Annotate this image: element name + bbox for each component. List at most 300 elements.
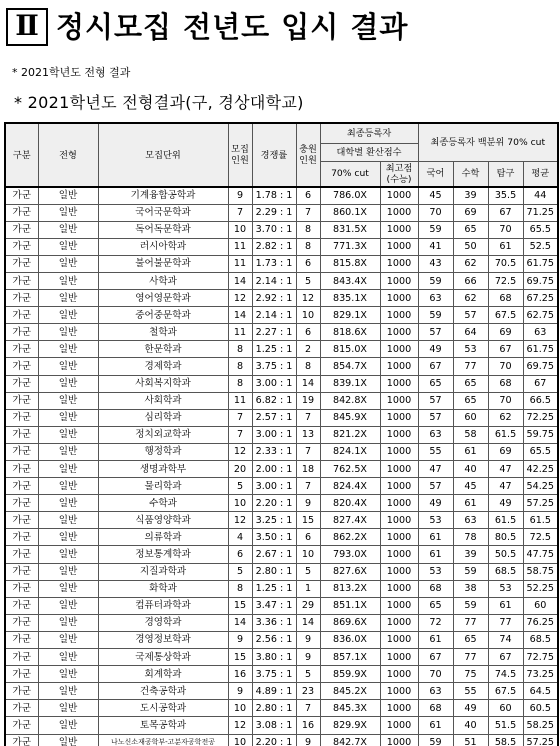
header-average: 평균 <box>523 161 558 187</box>
cell-extra: 8 <box>296 238 320 255</box>
cell-group: 가군 <box>5 324 38 341</box>
cell-track: 일반 <box>38 597 98 614</box>
cell-inquiry: 50.5 <box>488 546 523 563</box>
cell-math: 77 <box>453 358 488 375</box>
cell-average: 72.5 <box>523 529 558 546</box>
cell-extra: 9 <box>296 631 320 648</box>
cell-quota: 10 <box>228 495 252 512</box>
cell-group: 가군 <box>5 307 38 324</box>
cell-quota: 5 <box>228 478 252 495</box>
cell-math: 59 <box>453 597 488 614</box>
table-row <box>5 204 558 221</box>
cell-average: 60 <box>523 597 558 614</box>
cell-unit: 행정학과 <box>98 443 228 460</box>
cell-quota: 20 <box>228 461 252 478</box>
cell-inquiry: 47 <box>488 461 523 478</box>
cell-unit: 사회학과 <box>98 392 228 409</box>
cell-korean: 70 <box>418 666 453 683</box>
cell-average: 76.25 <box>523 614 558 631</box>
cell-track: 일반 <box>38 255 98 272</box>
cell-korean: 61 <box>418 529 453 546</box>
cell-inquiry: 53 <box>488 580 523 597</box>
cell-quota: 15 <box>228 597 252 614</box>
header-cut70: 70% cut <box>320 161 380 187</box>
table-row <box>5 272 558 289</box>
cell-math: 59 <box>453 563 488 580</box>
table-row <box>5 307 558 324</box>
cell-ratio: 2.82 : 1 <box>252 238 296 255</box>
cell-korean: 59 <box>418 221 453 238</box>
cell-cut70: 839.1X <box>320 375 380 392</box>
cell-group: 가군 <box>5 290 38 307</box>
header-track: 전형 <box>38 123 98 187</box>
cell-average: 72.25 <box>523 409 558 426</box>
cell-korean: 49 <box>418 341 453 358</box>
cell-average: 44 <box>523 187 558 204</box>
cell-math: 40 <box>453 717 488 734</box>
cell-max: 1000 <box>380 341 418 358</box>
cell-average: 67 <box>523 375 558 392</box>
cell-ratio: 2.57 : 1 <box>252 409 296 426</box>
cell-korean: 68 <box>418 580 453 597</box>
header-max <box>380 161 418 187</box>
cell-math: 77 <box>453 649 488 666</box>
cell-track: 일반 <box>38 529 98 546</box>
cell-cut70: 860.1X <box>320 204 380 221</box>
cell-quota: 7 <box>228 409 252 426</box>
cell-extra: 7 <box>296 443 320 460</box>
cell-max: 1000 <box>380 443 418 460</box>
cell-inquiry: 60 <box>488 700 523 717</box>
cell-cut70: 786.0X <box>320 187 380 204</box>
table-row <box>5 341 558 358</box>
cell-cut70: 845.2X <box>320 683 380 700</box>
cell-korean: 47 <box>418 461 453 478</box>
cell-ratio: 3.36 : 1 <box>252 614 296 631</box>
cell-group: 가군 <box>5 546 38 563</box>
cell-math: 61 <box>453 443 488 460</box>
cell-korean: 43 <box>418 255 453 272</box>
note-text: * 2021학년도 전형 결과 <box>12 66 131 79</box>
cell-inquiry: 80.5 <box>488 529 523 546</box>
cell-inquiry: 74 <box>488 631 523 648</box>
page-title: 정시모집 전년도 입시 결과 <box>56 10 409 44</box>
cell-extra: 9 <box>296 734 320 746</box>
cell-average: 69.75 <box>523 272 558 289</box>
cell-quota: 10 <box>228 734 252 746</box>
cell-korean: 57 <box>418 324 453 341</box>
cell-inquiry: 67 <box>488 204 523 221</box>
cell-group: 가군 <box>5 187 38 204</box>
cell-korean: 70 <box>418 204 453 221</box>
cell-max: 1000 <box>380 529 418 546</box>
cell-inquiry: 77 <box>488 614 523 631</box>
cell-group: 가군 <box>5 358 38 375</box>
cell-math: 65 <box>453 221 488 238</box>
cell-ratio: 2.27 : 1 <box>252 324 296 341</box>
cell-unit: 정치외교학과 <box>98 426 228 443</box>
cell-track: 일반 <box>38 443 98 460</box>
table-row <box>5 529 558 546</box>
header-max-label: 최고점 <box>385 162 413 174</box>
cell-ratio: 1.73 : 1 <box>252 255 296 272</box>
cell-group: 가군 <box>5 495 38 512</box>
cell-max: 1000 <box>380 512 418 529</box>
cell-math: 69 <box>453 204 488 221</box>
cell-max: 1000 <box>380 426 418 443</box>
cell-extra: 23 <box>296 683 320 700</box>
cell-inquiry: 61.5 <box>488 512 523 529</box>
cell-inquiry: 70 <box>488 221 523 238</box>
cell-quota: 11 <box>228 392 252 409</box>
cell-group: 가군 <box>5 392 38 409</box>
cell-ratio: 3.80 : 1 <box>252 649 296 666</box>
cell-max: 1000 <box>380 307 418 324</box>
cell-track: 일반 <box>38 700 98 717</box>
cell-track: 일반 <box>38 683 98 700</box>
cell-quota: 10 <box>228 700 252 717</box>
cell-inquiry: 58.5 <box>488 734 523 746</box>
cell-max: 1000 <box>380 324 418 341</box>
table-body <box>5 187 558 746</box>
cell-extra: 16 <box>296 717 320 734</box>
cell-inquiry: 69 <box>488 324 523 341</box>
cell-extra: 19 <box>296 392 320 409</box>
results-table <box>4 122 559 746</box>
table-row <box>5 631 558 648</box>
table-row <box>5 563 558 580</box>
cell-math: 62 <box>453 290 488 307</box>
cell-max: 1000 <box>380 649 418 666</box>
cell-max: 1000 <box>380 700 418 717</box>
cell-track: 일반 <box>38 238 98 255</box>
cell-average: 54.25 <box>523 478 558 495</box>
cell-quota: 9 <box>228 683 252 700</box>
table-row <box>5 221 558 238</box>
table-row <box>5 392 558 409</box>
cell-average: 59.75 <box>523 426 558 443</box>
cell-track: 일반 <box>38 187 98 204</box>
cell-extra: 10 <box>296 307 320 324</box>
cell-unit: 국어국문학과 <box>98 204 228 221</box>
cell-max: 1000 <box>380 187 418 204</box>
cell-average: 64.5 <box>523 683 558 700</box>
cell-ratio: 2.56 : 1 <box>252 631 296 648</box>
cell-unit: 회계학과 <box>98 666 228 683</box>
cell-math: 65 <box>453 392 488 409</box>
cell-inquiry: 51.5 <box>488 717 523 734</box>
cell-max: 1000 <box>380 734 418 746</box>
cell-cut70: 869.6X <box>320 614 380 631</box>
cell-cut70: 845.9X <box>320 409 380 426</box>
table-row <box>5 683 558 700</box>
cell-korean: 72 <box>418 614 453 631</box>
cell-unit: 기계융합공학과 <box>98 187 228 204</box>
cell-track: 일반 <box>38 392 98 409</box>
cell-korean: 63 <box>418 426 453 443</box>
cell-max: 1000 <box>380 358 418 375</box>
cell-max: 1000 <box>380 631 418 648</box>
cell-cut70: 857.1X <box>320 649 380 666</box>
cell-inquiry: 62 <box>488 409 523 426</box>
cell-average: 73.25 <box>523 666 558 683</box>
cell-track: 일반 <box>38 512 98 529</box>
cell-korean: 49 <box>418 495 453 512</box>
cell-inquiry: 70 <box>488 392 523 409</box>
cell-inquiry: 68 <box>488 375 523 392</box>
cell-cut70: 827.4X <box>320 512 380 529</box>
cell-max: 1000 <box>380 580 418 597</box>
cell-ratio: 3.08 : 1 <box>252 717 296 734</box>
cell-korean: 61 <box>418 717 453 734</box>
cell-ratio: 6.82 : 1 <box>252 392 296 409</box>
cell-inquiry: 67.5 <box>488 307 523 324</box>
cell-unit: 심리학과 <box>98 409 228 426</box>
table-row <box>5 649 558 666</box>
cell-cut70: 854.7X <box>320 358 380 375</box>
cell-average: 61.75 <box>523 341 558 358</box>
table-row <box>5 666 558 683</box>
header-extra: 충원 인원 <box>296 123 320 187</box>
cell-extra: 5 <box>296 563 320 580</box>
cell-group: 가군 <box>5 700 38 717</box>
cell-ratio: 2.20 : 1 <box>252 734 296 746</box>
cell-math: 57 <box>453 307 488 324</box>
header-inquiry: 탐구 <box>488 161 523 187</box>
header-unit: 모집단위 <box>98 123 228 187</box>
cell-extra: 8 <box>296 221 320 238</box>
cell-extra: 5 <box>296 666 320 683</box>
cell-max: 1000 <box>380 666 418 683</box>
cell-average: 69.75 <box>523 358 558 375</box>
cell-ratio: 1.25 : 1 <box>252 580 296 597</box>
cell-unit: 컴퓨터과학과 <box>98 597 228 614</box>
cell-cut70: 842.7X <box>320 734 380 746</box>
cell-cut70: 824.1X <box>320 443 380 460</box>
cell-cut70: 815.0X <box>320 341 380 358</box>
cell-track: 일반 <box>38 204 98 221</box>
cell-extra: 6 <box>296 187 320 204</box>
cell-inquiry: 72.5 <box>488 272 523 289</box>
cell-group: 가군 <box>5 461 38 478</box>
cell-average: 65.5 <box>523 443 558 460</box>
cell-extra: 10 <box>296 546 320 563</box>
cell-extra: 14 <box>296 375 320 392</box>
cell-track: 일반 <box>38 734 98 746</box>
cell-ratio: 3.70 : 1 <box>252 221 296 238</box>
cell-math: 39 <box>453 546 488 563</box>
cell-group: 가군 <box>5 443 38 460</box>
cell-inquiry: 68.5 <box>488 563 523 580</box>
cell-inquiry: 67.5 <box>488 683 523 700</box>
header-ratio: 경쟁률 <box>252 123 296 187</box>
cell-unit: 불어불문학과 <box>98 255 228 272</box>
cell-korean: 63 <box>418 683 453 700</box>
cell-unit: 한문학과 <box>98 341 228 358</box>
cell-inquiry: 69 <box>488 443 523 460</box>
cell-math: 63 <box>453 512 488 529</box>
cell-max: 1000 <box>380 290 418 307</box>
cell-extra: 1 <box>296 580 320 597</box>
header-quota: 모집 인원 <box>228 123 252 187</box>
cell-track: 일반 <box>38 341 98 358</box>
header-group: 구분 <box>5 123 38 187</box>
cell-unit: 지질과학과 <box>98 563 228 580</box>
cell-max: 1000 <box>380 461 418 478</box>
cell-korean: 65 <box>418 375 453 392</box>
cell-average: 42.25 <box>523 461 558 478</box>
cell-korean: 41 <box>418 238 453 255</box>
cell-cut70: 821.2X <box>320 426 380 443</box>
cell-ratio: 3.75 : 1 <box>252 666 296 683</box>
table-row <box>5 461 558 478</box>
cell-max: 1000 <box>380 238 418 255</box>
cell-group: 가군 <box>5 272 38 289</box>
cell-group: 가군 <box>5 204 38 221</box>
cell-quota: 12 <box>228 443 252 460</box>
cell-ratio: 2.00 : 1 <box>252 461 296 478</box>
cell-average: 61.75 <box>523 255 558 272</box>
cell-group: 가군 <box>5 341 38 358</box>
cell-group: 가군 <box>5 649 38 666</box>
cell-max: 1000 <box>380 255 418 272</box>
table-row <box>5 734 558 746</box>
cell-group: 가군 <box>5 238 38 255</box>
cell-group: 가군 <box>5 666 38 683</box>
cell-max: 1000 <box>380 546 418 563</box>
cell-math: 65 <box>453 375 488 392</box>
cell-ratio: 1.78 : 1 <box>252 187 296 204</box>
cell-max: 1000 <box>380 495 418 512</box>
cell-extra: 14 <box>296 614 320 631</box>
cell-max: 1000 <box>380 478 418 495</box>
cell-quota: 14 <box>228 272 252 289</box>
cell-korean: 57 <box>418 409 453 426</box>
cell-track: 일반 <box>38 495 98 512</box>
cell-average: 52.25 <box>523 580 558 597</box>
cell-unit: 경영학과 <box>98 614 228 631</box>
header-converted-score: 대학별 환산점수 <box>320 143 418 161</box>
cell-average: 47.75 <box>523 546 558 563</box>
cell-unit: 토목공학과 <box>98 717 228 734</box>
cell-math: 61 <box>453 495 488 512</box>
cell-math: 50 <box>453 238 488 255</box>
table-row <box>5 358 558 375</box>
cell-ratio: 3.00 : 1 <box>252 426 296 443</box>
cell-quota: 7 <box>228 426 252 443</box>
cell-extra: 9 <box>296 649 320 666</box>
cell-quota: 8 <box>228 358 252 375</box>
cell-cut70: 824.4X <box>320 478 380 495</box>
cell-math: 75 <box>453 666 488 683</box>
cell-quota: 15 <box>228 649 252 666</box>
cell-track: 일반 <box>38 358 98 375</box>
cell-math: 62 <box>453 255 488 272</box>
cell-ratio: 2.67 : 1 <box>252 546 296 563</box>
cell-extra: 8 <box>296 358 320 375</box>
cell-ratio: 3.00 : 1 <box>252 375 296 392</box>
cell-track: 일반 <box>38 290 98 307</box>
page-header <box>4 4 556 48</box>
cell-ratio: 2.14 : 1 <box>252 307 296 324</box>
cell-korean: 55 <box>418 443 453 460</box>
cell-extra: 7 <box>296 204 320 221</box>
cell-cut70: 843.4X <box>320 272 380 289</box>
cell-cut70: 762.5X <box>320 461 380 478</box>
cell-ratio: 2.14 : 1 <box>252 272 296 289</box>
cell-ratio: 4.89 : 1 <box>252 683 296 700</box>
cell-track: 일반 <box>38 426 98 443</box>
cell-inquiry: 74.5 <box>488 666 523 683</box>
cell-korean: 59 <box>418 734 453 746</box>
cell-korean: 68 <box>418 700 453 717</box>
cell-cut70: 836.0X <box>320 631 380 648</box>
cell-extra: 9 <box>296 495 320 512</box>
cell-quota: 8 <box>228 580 252 597</box>
cell-group: 가군 <box>5 717 38 734</box>
cell-korean: 61 <box>418 631 453 648</box>
cell-group: 가군 <box>5 580 38 597</box>
cell-math: 53 <box>453 341 488 358</box>
cell-unit: 사학과 <box>98 272 228 289</box>
cell-korean: 67 <box>418 649 453 666</box>
table-row <box>5 597 558 614</box>
cell-track: 일반 <box>38 307 98 324</box>
cell-track: 일반 <box>38 324 98 341</box>
cell-cut70: 793.0X <box>320 546 380 563</box>
cell-cut70: 829.9X <box>320 717 380 734</box>
cell-quota: 10 <box>228 221 252 238</box>
cell-quota: 4 <box>228 529 252 546</box>
table-row <box>5 717 558 734</box>
cell-average: 57.25 <box>523 734 558 746</box>
cell-track: 일반 <box>38 717 98 734</box>
cell-group: 가군 <box>5 734 38 746</box>
cell-ratio: 3.50 : 1 <box>252 529 296 546</box>
cell-quota: 16 <box>228 666 252 683</box>
cell-quota: 9 <box>228 631 252 648</box>
cell-group: 가군 <box>5 255 38 272</box>
cell-track: 일반 <box>38 631 98 648</box>
cell-unit: 물리학과 <box>98 478 228 495</box>
cell-cut70: 859.9X <box>320 666 380 683</box>
cell-inquiry: 68 <box>488 290 523 307</box>
cell-quota: 5 <box>228 563 252 580</box>
cell-math: 40 <box>453 461 488 478</box>
cell-inquiry: 47 <box>488 478 523 495</box>
cell-average: 72.75 <box>523 649 558 666</box>
cell-korean: 63 <box>418 290 453 307</box>
cell-unit: 철학과 <box>98 324 228 341</box>
cell-inquiry: 61.5 <box>488 426 523 443</box>
cell-math: 51 <box>453 734 488 746</box>
cell-unit: 러시아학과 <box>98 238 228 255</box>
cell-track: 일반 <box>38 614 98 631</box>
table-row <box>5 324 558 341</box>
cell-average: 58.75 <box>523 563 558 580</box>
cell-max: 1000 <box>380 272 418 289</box>
cell-track: 일반 <box>38 221 98 238</box>
cell-extra: 6 <box>296 529 320 546</box>
cell-inquiry: 70 <box>488 358 523 375</box>
cell-math: 66 <box>453 272 488 289</box>
cell-track: 일반 <box>38 375 98 392</box>
table-row <box>5 290 558 307</box>
cell-korean: 53 <box>418 512 453 529</box>
cell-extra: 18 <box>296 461 320 478</box>
cell-quota: 7 <box>228 204 252 221</box>
cell-cut70: 831.5X <box>320 221 380 238</box>
